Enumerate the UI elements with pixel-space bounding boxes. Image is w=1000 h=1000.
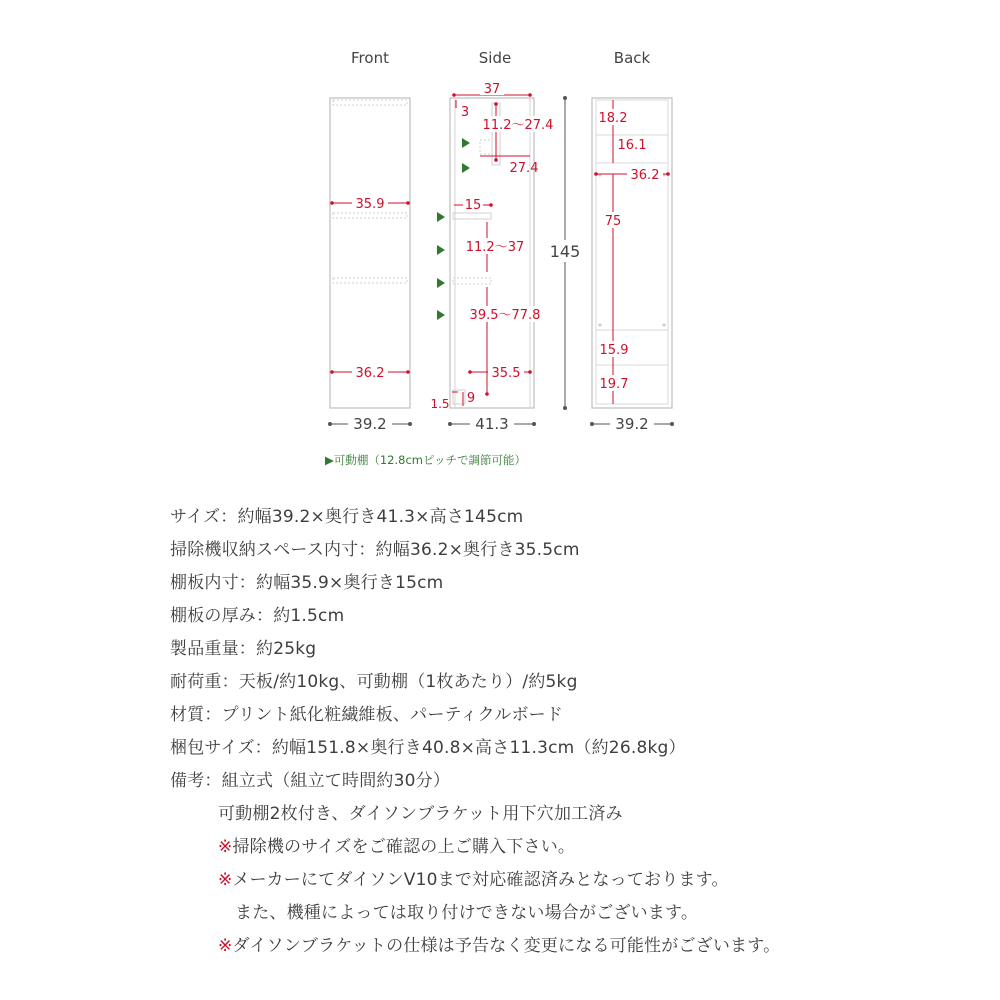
back-view (590, 98, 674, 433)
side-top-gap: 3 (460, 105, 470, 120)
side-base: 9 (466, 391, 476, 406)
spec-package: 梱包サイズ：約幅151.8×奥行き40.8×高さ11.3cm（約26.8kg） (170, 738, 686, 758)
back-gap: 16.1 (617, 138, 647, 153)
front-view-title: Front (351, 49, 389, 67)
back-view-title: Back (613, 49, 651, 67)
spec-shelf-thickness: 棚板の厚み：約1.5cm (170, 606, 345, 626)
cabinet-dimension-diagram (0, 0, 1000, 480)
back-space: 75 (604, 214, 622, 229)
side-bracket: 27.4 (509, 161, 539, 176)
front-inner-width: 36.2 (355, 366, 385, 381)
height-value: 145 (549, 242, 581, 261)
spec-material: 材質：プリント紙化粧繊維板、パーティクルボード (170, 705, 564, 725)
height-dimension (546, 96, 584, 410)
note-compat: また、機種によっては取り付けできない場合がございます。 (235, 903, 699, 923)
side-top-depth: 37 (483, 82, 501, 97)
back-top: 18.2 (598, 111, 628, 126)
side-board: 1.5 (430, 397, 450, 411)
back-lower: 15.9 (599, 343, 629, 358)
note-shelves: 可動棚2枚付き、ダイソンブラケット用下穴加工済み (218, 804, 623, 824)
spec-storage-space: 掃除機収納スペース内寸：約幅36.2×奥行き35.5cm (170, 540, 580, 560)
side-view (430, 81, 555, 433)
spec-shelf-inner: 棚板内寸：約幅35.9×奥行き15cm (170, 573, 444, 593)
side-shelf-depth: 15 (464, 198, 482, 213)
movable-shelf-legend: ▶可動棚（12.8cmピッチで調節可能） (325, 453, 527, 467)
front-width: 39.2 (353, 415, 387, 433)
back-bottom: 19.7 (599, 377, 629, 392)
spec-remarks: 備考：組立式（組立て時間約30分） (170, 771, 451, 791)
spec-size: サイズ：約幅39.2×奥行き41.3×高さ145cm (170, 507, 524, 527)
spec-weight: 製品重量：約25kg (170, 639, 317, 659)
back-inner-width: 36.2 (630, 168, 660, 183)
side-adjust-low: 39.5～77.8 (469, 308, 541, 323)
front-view (328, 98, 412, 433)
side-adjust-mid: 11.2～37 (465, 240, 525, 255)
side-depth: 41.3 (475, 415, 509, 433)
note-check-size: ※掃除機のサイズをご確認の上ご購入下さい。 (218, 837, 576, 857)
front-shelf-width: 35.9 (355, 197, 385, 212)
note-bracket-change: ※ダイソンブラケットの仕様は予告なく変更になる可能性がございます。 (218, 936, 781, 956)
side-view-title: Side (478, 49, 512, 67)
note-v10: ※メーカーにてダイソンV10まで対応確認済みとなっております。 (218, 870, 729, 890)
side-adjust-top: 11.2～27.4 (482, 118, 554, 133)
back-width: 39.2 (615, 415, 649, 433)
spec-load: 耐荷重：天板/約10kg、可動棚（1枚あたり）/約5kg (170, 672, 578, 692)
side-inner-depth: 35.5 (491, 366, 521, 381)
